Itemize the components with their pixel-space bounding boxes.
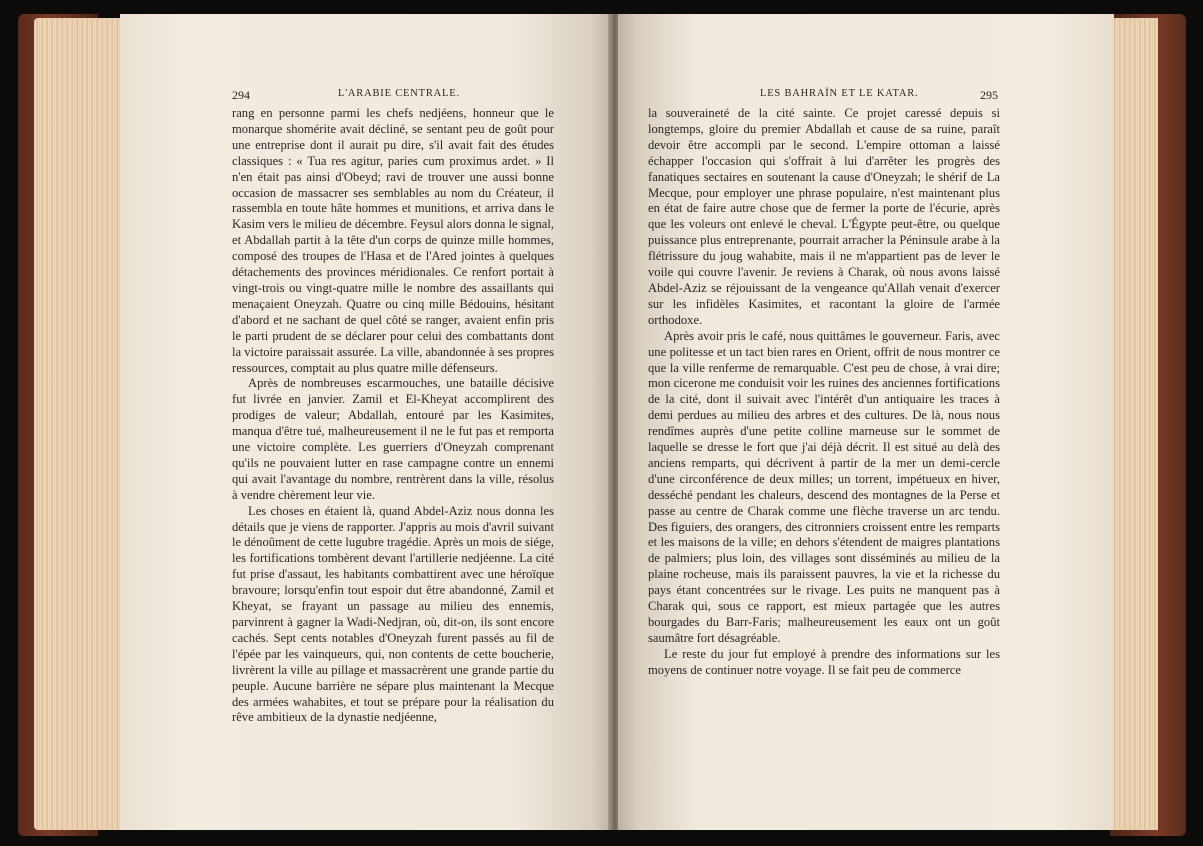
paragraph: Les choses en étaient là, quand Abdel-Aziz nous donna les détails que je viens de rapporter. J'appris au mois d'avril suivant le dénoûment de cette lugubre tragédie. Après un mois de siége, les fortifications tombèrent devant l'artillerie nedjéenne. La cité fut prise d'assaut, les habitants combattirent avec une héroïque bravoure; lorsqu'enfin tout espoir dut être abandonné, Zamil et Kheyat, se frayant un passage au milieu des ennemis, parvinrent à gagner la Wadi-Nedjran, où, dit-on, ils sont encore cachés. Sept cents notables d'Oneyzah furent passés au fil de l'épée par les vainqueurs, qui, non contents de cette boucherie, livrèrent la ville au pillage et massacrèrent une grande partie du peuple. Aucune barrière ne sépare plus maintenant la Mecque des armées wahabites, et tout se prépare pour la réalisation du rêve ambitieux de la dynastie nedjéenne, <box>232 503 554 725</box>
right-running-head: LES BAHRAÏN ET LE KATAR. <box>760 88 919 99</box>
paragraph: Le reste du jour fut employé à prendre des informations sur les moyens de continuer notre voyage. Il se fait peu de commerce <box>648 646 1000 677</box>
left-page-edges <box>34 18 130 830</box>
right-page-number: 295 <box>980 88 998 102</box>
paragraph: Après de nombreuses escarmouches, une bataille décisive fut livrée en janvier. Zamil et El-Kheyat accomplirent des prodiges de valeur; Abdallah, entouré par les Kasimites, manqua d'être tué, malheureusement il ne le fut pas et remporta une victoire complète. Les guerriers d'Oneyzah comprenant qu'ils ne pouvaient lutter en rase campagne contre un ennemi qui avait l'avantage du nombre, rentrèrent dans la ville, résolus à vendre chèrement leur vie. <box>232 376 554 502</box>
right-page-text <box>648 106 1000 679</box>
right-page <box>618 14 1114 830</box>
paragraph: Après avoir pris le café, nous quittâmes le gouverneur. Faris, avec une politesse et un tact bien rares en Orient, offrit de nous montrer ce que la ville renferme de remarquable. C'est peu de chose, à vrai dire; mon cicerone me conduisit voir les ruines des anciennes fortifications de la cité, dont il suivait avec l'intérêt d'un antiquaire les traces à demi perdues au milieu des arbres et des cultures. De là, nous nous rendîmes auprès d'une petite colline marneuse sur le sommet de laquelle se dresse le fort que j'ai déjà décrit. Il est situé au delà des anciens remparts, qui décrivent à partir de la mer un demi-cercle d'une circonférence de deux milles; un torrent, impétueux en hiver, desséché pendant les chaleurs, descend des montagnes de la Perse et passe au centre de Charak comme une flèche traverse un arc tendu. Des figuiers, des orangers, des citronniers croissent entre les remparts et les maisons de la ville; en dehors s'étendent de maigres plantations de palmiers; plus loin, des villages sont disséminés au milieu de la plaine rocheuse, mais ils paraissent pauvres, la vie et la richesse du pays étant concentrées sur le rivage. Les puits ne manquent pas à Charak qui, sous ce rapport, est mieux partagée que les autres bourgades du Barr-Faris; malheureusement les eaux ont un goût saumâtre fort désagréable. <box>648 328 1000 645</box>
right-page-edges <box>1108 18 1158 830</box>
paragraph: rang en personne parmi les chefs nedjéens, honneur que le monarque shomérite avait décliné, se sentant peu de goût pour une entreprise dont il aurait pu dire, s'il avait fait des études classiques : « Tua res agitur, paries cum proximus ardet. » Il n'en était pas ainsi d'Obeyd; ravi de trouver une aussi bonne occasion de massacrer ses semblables au nom du Créateur, il rassembla en toute hâte hommes et munitions, et arriva dans le Kasim vers le milieu de décembre. Feysul alors donna le signal, et Abdallah partit à la tête d'un corps de quinze mille hommes, composé des troupes de l'Hasa et de l'Ared jointes à quelques détachements des provinces méridionales. Ce renfort portait à vingt-trois ou vingt-quatre mille le nombre des assaillants qui menaçaient Oneyzah. Quatre ou cinq mille Bédouins, hésitant d'abord et ne sachant de quel côté se ranger, avaient enfin pris le parti prudent de se déclarer pour celui des combattants dont la victoire paraissait assurée. La ville, abandonnée à ses propres ressources, comptait au plus quatre mille défenseurs. <box>232 106 554 375</box>
left-page-number: 294 <box>232 88 250 102</box>
left-running-head: L'ARABIE CENTRALE. <box>338 88 460 99</box>
paragraph: la souveraineté de la cité sainte. Ce projet caressé depuis si longtemps, gloire du premier Abdallah et cause de sa ruine, paraît devoir être accompli par le second. L'empire ottoman a laissé échapper l'occasion qui s'offrait à lui d'arrêter les progrès des fanatiques sectaires en soutenant la cause d'Oneyzah; le shérif de La Mecque, pour employer une phrase populaire, n'est maintenant plus en état de faire autre chose que de fermer la porte de l'écurie, après que les voleurs ont enlevé le cheval. L'Égypte peut-être, ou quelque puissance plus entreprenante, pourrait arracher la Péninsule arabe à la flétrissure du joug wahabite, mais il ne m'appartient pas de lever le voile qui couvre l'avenir. Je reviens à Charak, où nous avons laissé Abdel-Aziz se réjouissant de la vengeance qu'Allah venait d'exercer sur les infidèles Kasimites, et racontant la gloire de l'armée orthodoxe. <box>648 106 1000 327</box>
left-page <box>120 14 612 830</box>
left-page-text <box>232 106 554 726</box>
